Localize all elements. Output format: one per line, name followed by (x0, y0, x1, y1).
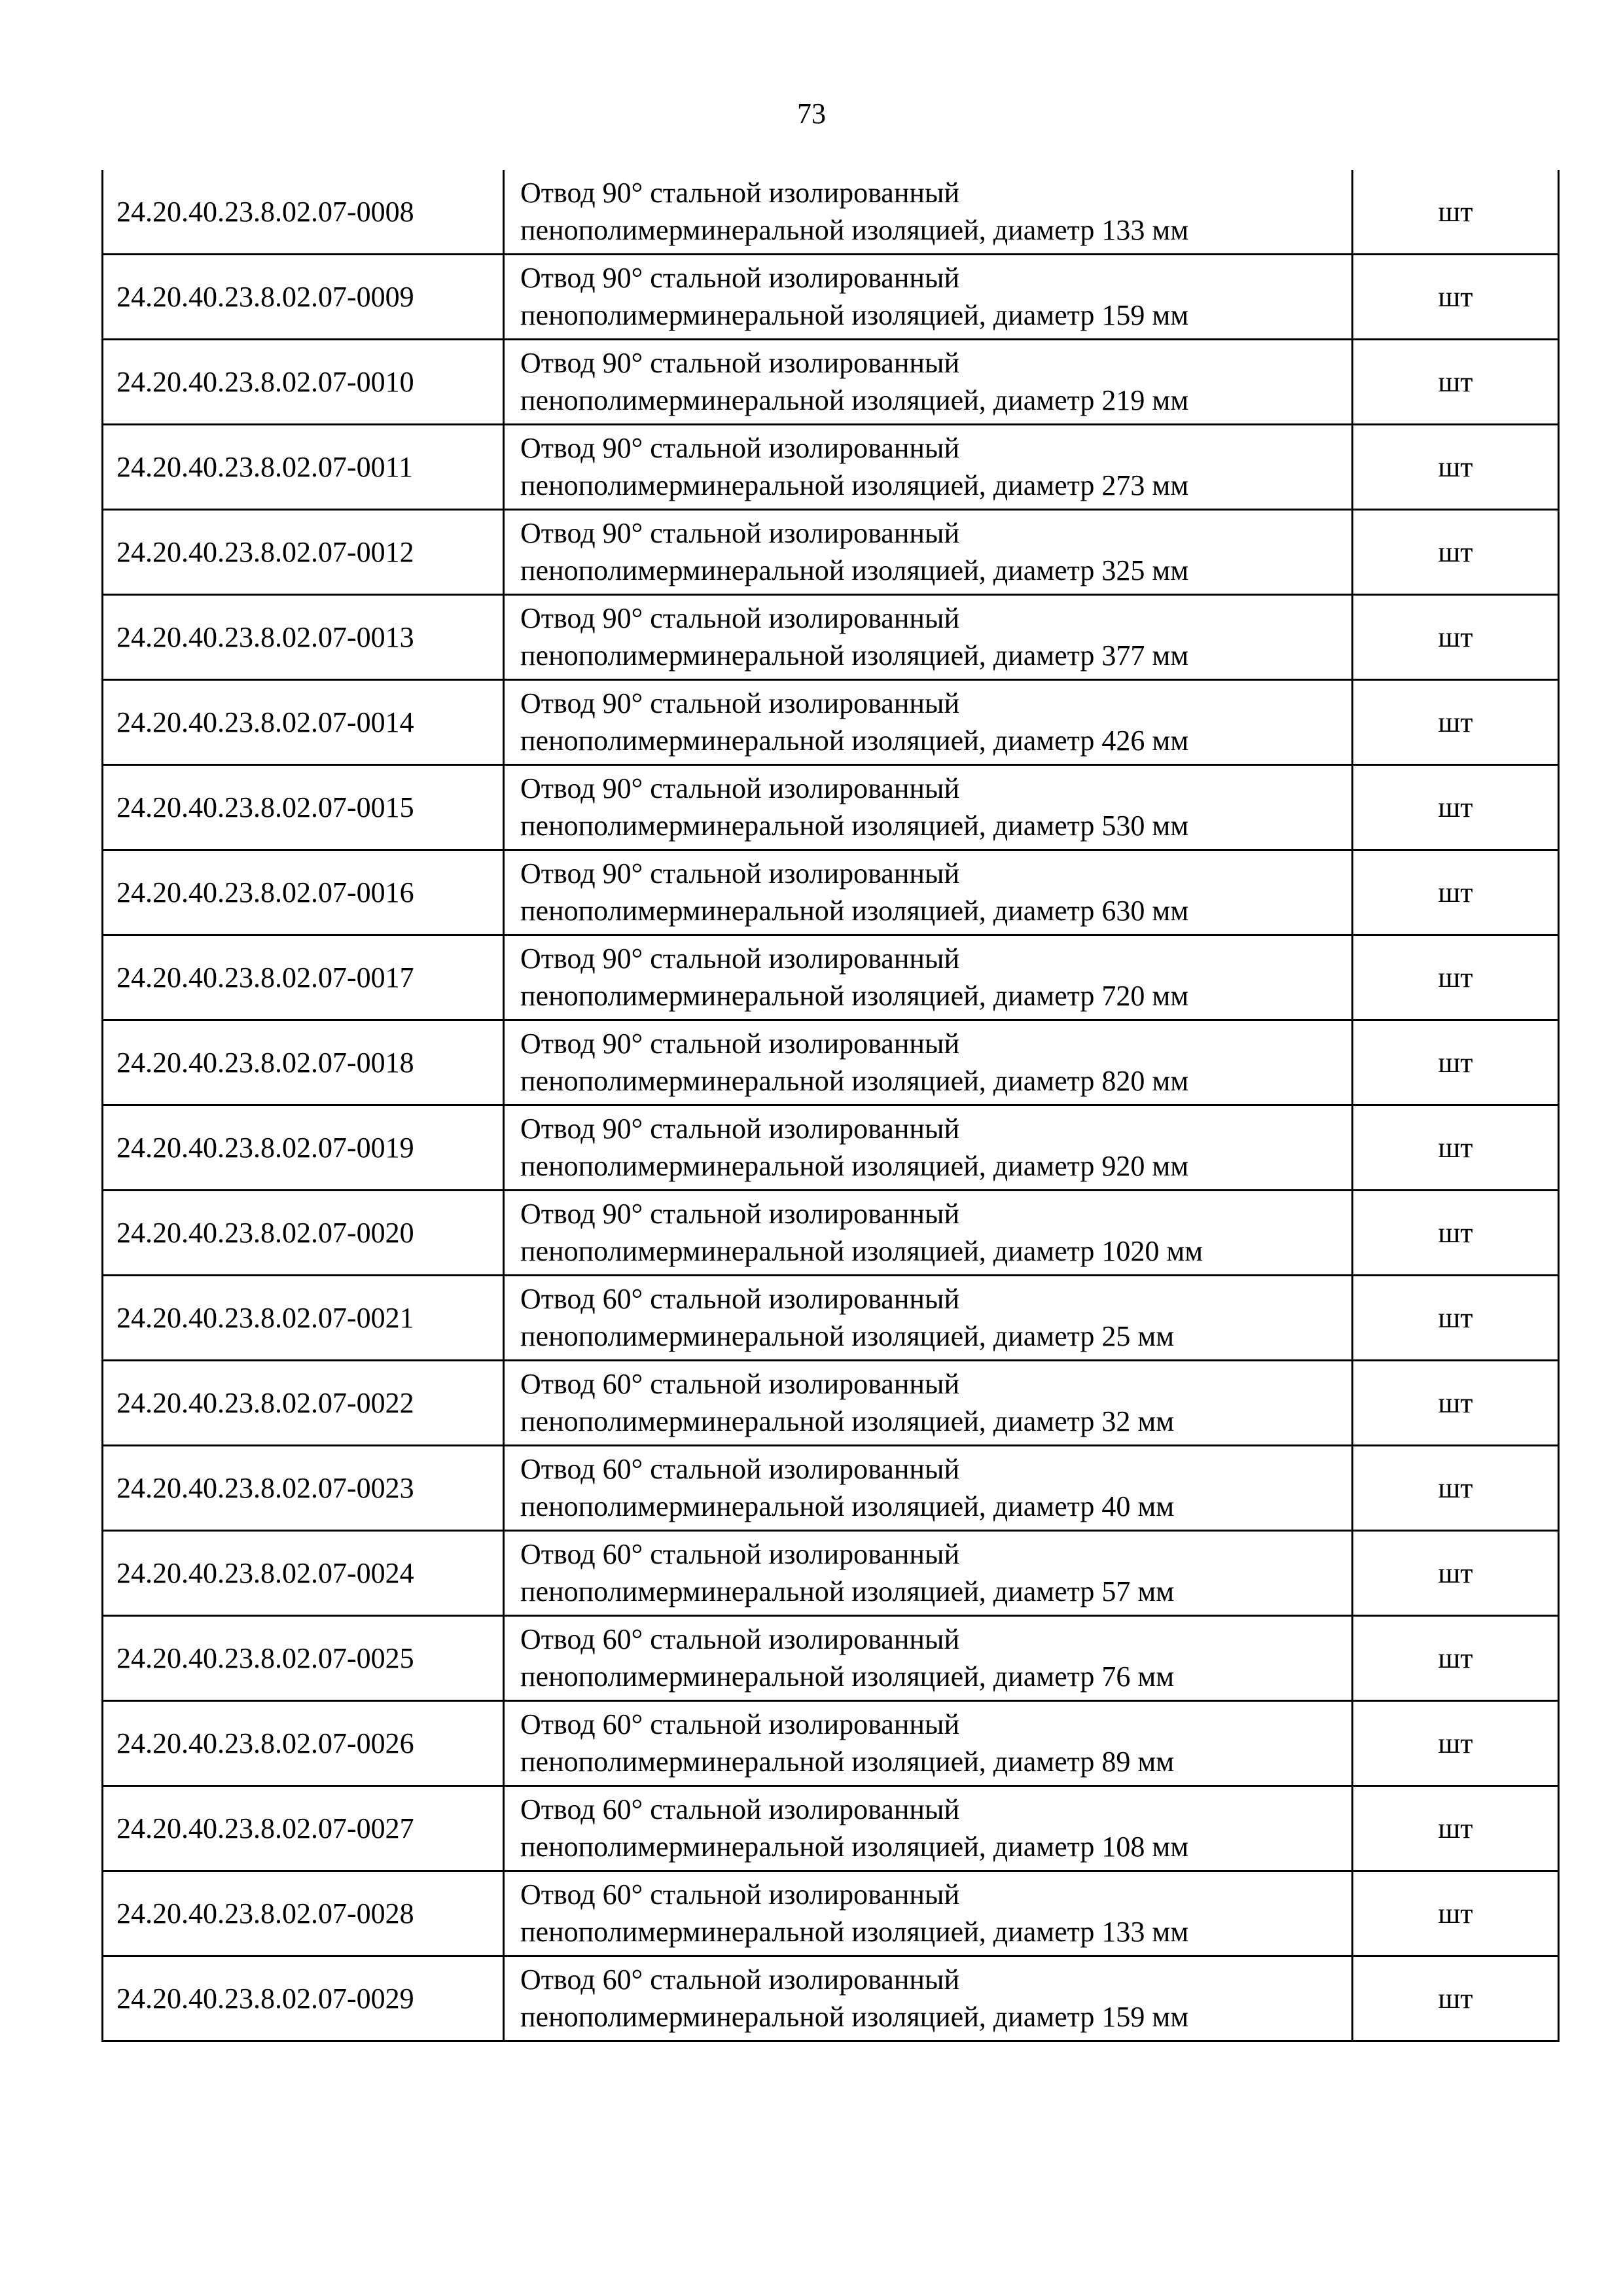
item-description-line-2: пенополимерминеральной изоляцией, диаметр 630 мм (520, 895, 1189, 927)
item-unit: шт (1353, 850, 1559, 935)
item-description-line-2: пенополимерминеральной изоляцией, диаметр 720 мм (520, 980, 1189, 1012)
item-code: 24.20.40.23.8.02.07-0027 (103, 1786, 504, 1871)
item-unit: шт (1353, 1786, 1559, 1871)
item-description (504, 1191, 1353, 1276)
item-code: 24.20.40.23.8.02.07-0024 (103, 1531, 504, 1616)
item-description (504, 1871, 1353, 1956)
item-description-line-1: Отвод 60° стальной изолированный (520, 1708, 960, 1740)
table-row (103, 425, 1559, 510)
item-code: 24.20.40.23.8.02.07-0020 (103, 1191, 504, 1276)
item-unit: шт (1353, 1446, 1559, 1531)
table-row (103, 1956, 1559, 2041)
item-unit: шт (1353, 1020, 1559, 1105)
item-code: 24.20.40.23.8.02.07-0010 (103, 340, 504, 425)
item-code: 24.20.40.23.8.02.07-0029 (103, 1956, 504, 2041)
item-description (504, 1446, 1353, 1531)
item-description-line-2: пенополимерминеральной изоляцией, диаметр 133 мм (520, 214, 1189, 246)
table-row (103, 680, 1559, 765)
item-description-line-1: Отвод 90° стальной изолированный (520, 602, 960, 634)
item-unit: шт (1353, 1361, 1559, 1446)
item-description-line-1: Отвод 90° стальной изолированный (520, 262, 960, 294)
item-code: 24.20.40.23.8.02.07-0022 (103, 1361, 504, 1446)
item-description-line-2: пенополимерминеральной изоляцией, диаметр 159 мм (520, 2001, 1189, 2033)
item-description-line-1: Отвод 90° стальной изолированный (520, 857, 960, 889)
item-unit: шт (1353, 425, 1559, 510)
item-unit: шт (1353, 255, 1559, 340)
table-row (103, 1786, 1559, 1871)
table-row (103, 255, 1559, 340)
item-description (504, 680, 1353, 765)
item-unit: шт (1353, 1956, 1559, 2041)
item-description (504, 1361, 1353, 1446)
item-description-line-1: Отвод 90° стальной изолированный (520, 1198, 960, 1230)
table-row (103, 595, 1559, 680)
item-description (504, 510, 1353, 595)
item-code: 24.20.40.23.8.02.07-0015 (103, 765, 504, 850)
item-unit: шт (1353, 1701, 1559, 1786)
item-unit: шт (1353, 765, 1559, 850)
item-description (504, 340, 1353, 425)
item-description-line-1: Отвод 60° стальной изолированный (520, 1368, 960, 1400)
item-description-line-1: Отвод 60° стальной изолированный (520, 1964, 960, 1996)
table-row (103, 1191, 1559, 1276)
item-description (504, 1276, 1353, 1361)
item-description (504, 1105, 1353, 1191)
item-description-line-2: пенополимерминеральной изоляцией, диаметр 426 мм (520, 725, 1189, 757)
item-description-line-1: Отвод 60° стальной изолированный (520, 1623, 960, 1655)
item-unit: шт (1353, 1616, 1559, 1701)
item-description (504, 765, 1353, 850)
item-description (504, 595, 1353, 680)
item-code: 24.20.40.23.8.02.07-0017 (103, 935, 504, 1020)
item-unit: шт (1353, 680, 1559, 765)
item-description (504, 1701, 1353, 1786)
table-row (103, 1105, 1559, 1191)
table-row (103, 765, 1559, 850)
table-row (103, 1020, 1559, 1105)
page-number: 73 (797, 98, 826, 130)
item-description-line-1: Отвод 60° стальной изолированный (520, 1793, 960, 1825)
item-description-line-1: Отвод 90° стальной изолированный (520, 517, 960, 549)
item-description-line-2: пенополимерминеральной изоляцией, диаметр 76 мм (520, 1660, 1175, 1693)
item-description-line-1: Отвод 90° стальной изолированный (520, 687, 960, 719)
item-description-line-2: пенополимерминеральной изоляцией, диаметр 377 мм (520, 639, 1189, 672)
item-unit: шт (1353, 340, 1559, 425)
item-description-line-2: пенополимерминеральной изоляцией, диаметр 25 мм (520, 1320, 1175, 1352)
table-row (103, 935, 1559, 1020)
item-description-line-1: Отвод 60° стальной изолированный (520, 1453, 960, 1485)
item-code: 24.20.40.23.8.02.07-0016 (103, 850, 504, 935)
item-description-line-2: пенополимерминеральной изоляцией, диаметр 325 мм (520, 554, 1189, 586)
item-unit: шт (1353, 1871, 1559, 1956)
item-description (504, 1531, 1353, 1616)
table-row (103, 170, 1559, 255)
item-description-line-2: пенополимерминеральной изоляцией, диаметр 920 мм (520, 1150, 1189, 1182)
item-unit: шт (1353, 1531, 1559, 1616)
item-description-line-1: Отвод 90° стальной изолированный (520, 432, 960, 464)
item-code: 24.20.40.23.8.02.07-0026 (103, 1701, 504, 1786)
table-row (103, 510, 1559, 595)
item-unit: шт (1353, 510, 1559, 595)
item-description (504, 935, 1353, 1020)
item-unit: шт (1353, 1191, 1559, 1276)
item-description (504, 1020, 1353, 1105)
item-code: 24.20.40.23.8.02.07-0013 (103, 595, 504, 680)
item-description (504, 1616, 1353, 1701)
items-table-container (101, 170, 1523, 2042)
item-unit: шт (1353, 935, 1559, 1020)
item-description-line-2: пенополимерминеральной изоляцией, диаметр 1020 мм (520, 1235, 1204, 1267)
item-description (504, 1786, 1353, 1871)
table-row (103, 850, 1559, 935)
item-description (504, 1956, 1353, 2041)
item-unit: шт (1353, 1105, 1559, 1191)
item-description (504, 255, 1353, 340)
item-code: 24.20.40.23.8.02.07-0014 (103, 680, 504, 765)
item-description-line-1: Отвод 90° стальной изолированный (520, 347, 960, 379)
table-row (103, 1616, 1559, 1701)
item-code: 24.20.40.23.8.02.07-0019 (103, 1105, 504, 1191)
item-description-line-2: пенополимерминеральной изоляцией, диаметр 32 мм (520, 1405, 1175, 1437)
item-description-line-1: Отвод 90° стальной изолированный (520, 1028, 960, 1060)
item-description-line-2: пенополимерминеральной изоляцией, диаметр 273 мм (520, 469, 1189, 501)
item-description-line-2: пенополимерминеральной изоляцией, диаметр 57 мм (520, 1575, 1175, 1607)
item-code: 24.20.40.23.8.02.07-0025 (103, 1616, 504, 1701)
item-description (504, 170, 1353, 255)
table-row (103, 1701, 1559, 1786)
item-unit: шт (1353, 170, 1559, 255)
table-row (103, 1531, 1559, 1616)
item-unit: шт (1353, 595, 1559, 680)
table-row (103, 1446, 1559, 1531)
item-description-line-2: пенополимерминеральной изоляцией, диаметр 820 мм (520, 1065, 1189, 1097)
items-table-body (103, 170, 1559, 2041)
table-row (103, 1361, 1559, 1446)
item-description-line-2: пенополимерминеральной изоляцией, диаметр 219 мм (520, 384, 1189, 416)
item-description-line-2: пенополимерминеральной изоляцией, диаметр 89 мм (520, 1746, 1175, 1778)
item-description (504, 850, 1353, 935)
item-unit: шт (1353, 1276, 1559, 1361)
item-code: 24.20.40.23.8.02.07-0018 (103, 1020, 504, 1105)
table-row (103, 1276, 1559, 1361)
item-code: 24.20.40.23.8.02.07-0011 (103, 425, 504, 510)
table-row (103, 1871, 1559, 1956)
item-code: 24.20.40.23.8.02.07-0021 (103, 1276, 504, 1361)
item-description-line-1: Отвод 60° стальной изолированный (520, 1538, 960, 1570)
item-code: 24.20.40.23.8.02.07-0023 (103, 1446, 504, 1531)
item-description-line-1: Отвод 90° стальной изолированный (520, 942, 960, 975)
table-row (103, 340, 1559, 425)
item-description-line-2: пенополимерминеральной изоляцией, диаметр 159 мм (520, 299, 1189, 331)
item-description-line-2: пенополимерминеральной изоляцией, диаметр 530 мм (520, 810, 1189, 842)
item-description-line-1: Отвод 60° стальной изолированный (520, 1283, 960, 1315)
item-code: 24.20.40.23.8.02.07-0012 (103, 510, 504, 595)
item-description-line-1: Отвод 90° стальной изолированный (520, 177, 960, 209)
item-code: 24.20.40.23.8.02.07-0008 (103, 170, 504, 255)
item-description-line-1: Отвод 90° стальной изолированный (520, 772, 960, 804)
item-description-line-1: Отвод 90° стальной изолированный (520, 1113, 960, 1145)
item-description-line-2: пенополимерминеральной изоляцией, диаметр 108 мм (520, 1831, 1189, 1863)
item-description (504, 425, 1353, 510)
item-description-line-1: Отвод 60° стальной изолированный (520, 1878, 960, 1910)
item-description-line-2: пенополимерминеральной изоляцией, диаметр 40 мм (520, 1490, 1175, 1522)
item-description-line-2: пенополимерминеральной изоляцией, диаметр 133 мм (520, 1916, 1189, 1948)
item-code: 24.20.40.23.8.02.07-0028 (103, 1871, 504, 1956)
item-code: 24.20.40.23.8.02.07-0009 (103, 255, 504, 340)
items-table (101, 170, 1560, 2042)
